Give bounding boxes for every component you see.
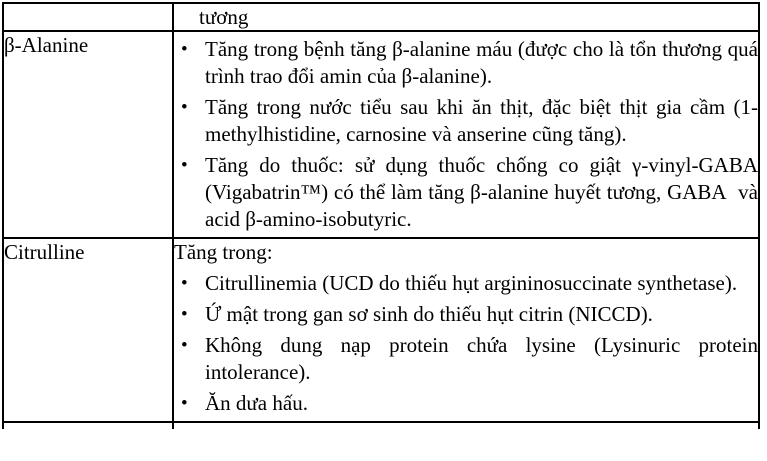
list-item-text: Ăn dưa hấu.	[205, 391, 308, 415]
list-item-text: Không dung nạp protein chứa lysine (Lysinuric protein intolerance).	[205, 333, 758, 384]
list-item-text: Tăng do thuốc: sử dụng thuốc chống co giật γ-vinyl-GABA (Vigabatrin™) có thể làm tăng β-alanine huyết tương, GABA và acid β-amino-isobutyric.	[205, 153, 758, 231]
list-item-text: Ứ mật trong gan sơ sinh do thiếu hụt citrin (NICCD).	[205, 302, 653, 326]
bullet-icon: •	[181, 335, 188, 356]
list-item	[174, 332, 758, 386]
list-item	[174, 301, 758, 328]
row-content-cell	[173, 3, 759, 31]
bullet-icon: •	[181, 304, 188, 325]
row-label: β-Alanine	[4, 33, 89, 57]
row-intro-text: Tăng trong:	[174, 240, 273, 264]
list-item-text: Tăng trong bệnh tăng β-alanine máu (được cho là tổn thương quá trình trao đổi amin của β-alanine).	[205, 37, 758, 88]
table-row	[3, 3, 759, 31]
list-item-text: Tăng trong nước tiểu sau khi ăn thịt, đặc biệt thịt gia cầm (1-methylhistidine, carnosine và anserine cũng tăng).	[205, 95, 758, 146]
row-label-cell	[3, 238, 173, 422]
table-row	[3, 31, 759, 238]
list-item-text: Citrullinemia (UCD do thiếu hụt argininosuccinate synthetase).	[205, 271, 738, 295]
row-content-cell	[173, 31, 759, 238]
list-item	[174, 152, 758, 233]
continuation-text: tương	[199, 5, 249, 29]
amino-acid-table	[2, 2, 760, 429]
list-item	[174, 390, 758, 417]
row-label-cell	[3, 3, 173, 31]
row-content-cell	[173, 422, 759, 429]
row-label: Citrulline	[4, 240, 85, 264]
bullet-icon: •	[181, 155, 188, 176]
bullet-icon: •	[181, 39, 188, 60]
bullet-icon: •	[181, 393, 188, 414]
row-content-cell	[173, 238, 759, 422]
bullet-icon: •	[181, 97, 188, 118]
list-item	[174, 94, 758, 148]
table-row	[3, 238, 759, 422]
table-row	[3, 422, 759, 429]
bullet-icon: •	[181, 273, 188, 294]
list-item	[174, 270, 758, 297]
row-label-cell	[3, 422, 173, 429]
list-item	[174, 36, 758, 90]
row-label-cell	[3, 31, 173, 238]
